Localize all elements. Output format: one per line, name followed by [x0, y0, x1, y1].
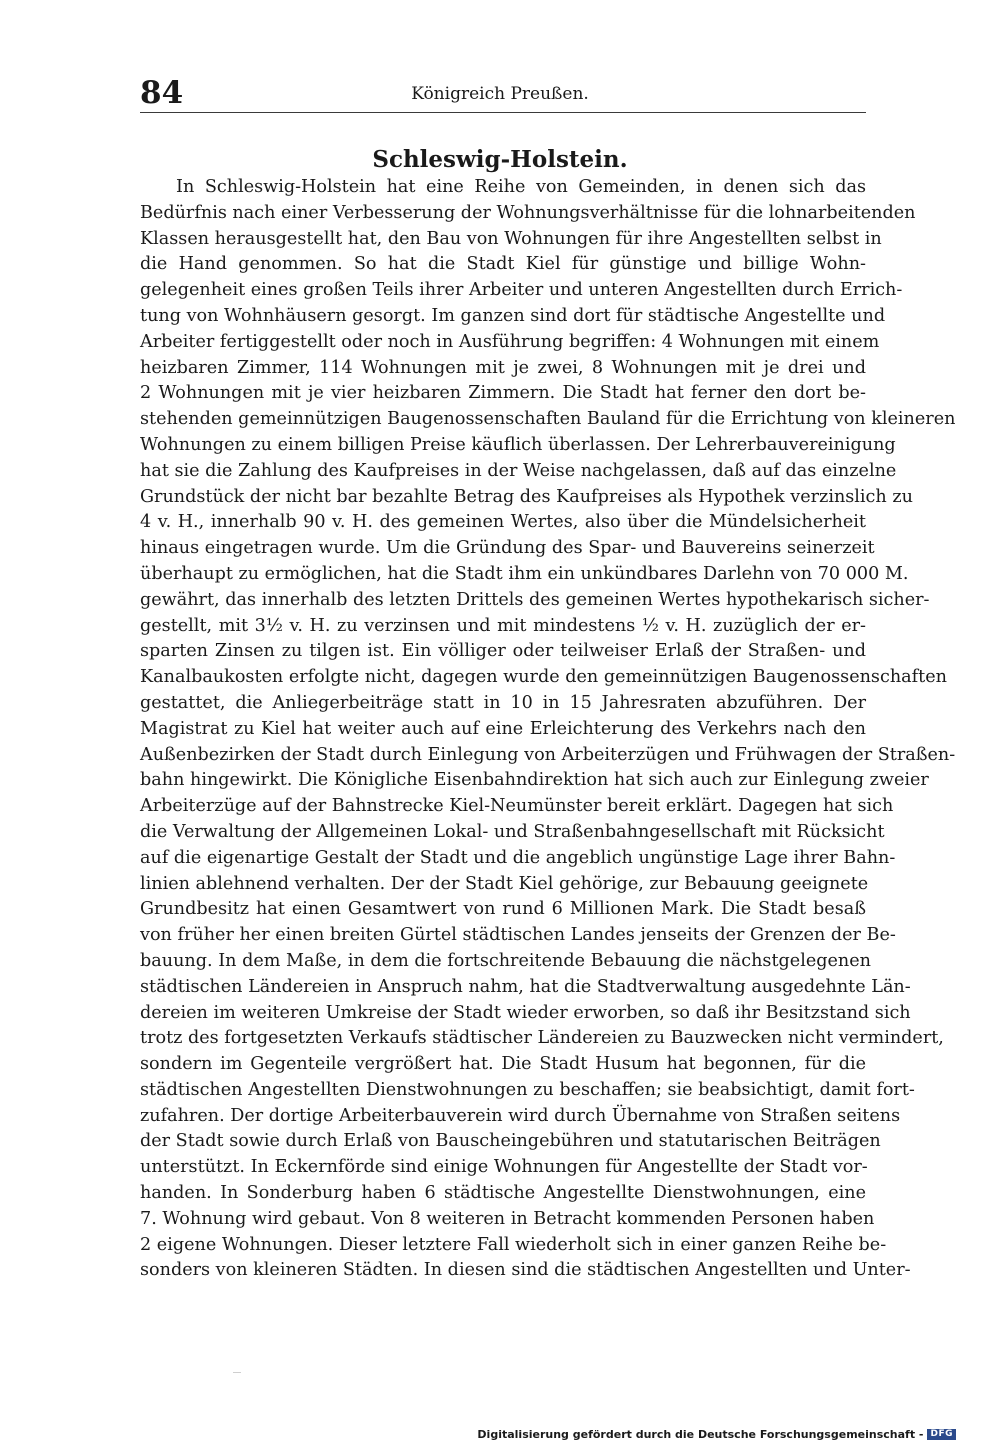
text-line: gestattet, die Anliegerbeiträge statt in 10 in 15 Jahresraten abzuführen. Der [140, 692, 866, 713]
text-line: tung von Wohnhäusern gesorgt. Im ganzen sind dort für städtische Angestellte und [140, 305, 886, 326]
running-header [0, 86, 1000, 103]
text-line: Bedürfnis nach einer Verbesserung der Wohnungsverhältnisse für die lohnarbeitenden [140, 202, 916, 223]
text-line: Arbeiter fertiggestellt oder noch in Ausführung begriffen: 4 Wohnungen mit einem [140, 331, 880, 352]
text-line: 2 eigene Wohnungen. Dieser letztere Fall wiederholt sich in einer ganzen Reihe be- [140, 1234, 887, 1255]
text-line: hat sie die Zahlung des Kaufpreises in der Weise nachgelassen, daß auf das einzelne [140, 460, 897, 481]
text-line: der Stadt sowie durch Erlaß von Bauscheingebühren und statutarischen Beiträgen [140, 1131, 881, 1152]
text-line: 4 v. H., innerhalb 90 v. H. des gemeinen Wertes, also über die Mündelsicherheit [140, 512, 866, 533]
header-rule [140, 112, 866, 113]
text-line: bahn hingewirkt. Die Königliche Eisenbahndirektion hat sich auch zur Einlegung zweier [140, 770, 929, 791]
text-line: Grundbesitz hat einen Gesamtwert von rund 6 Millionen Mark. Die Stadt besaß [140, 899, 866, 920]
text-line: Wohnungen zu einem billigen Preise käuflich überlassen. Der Lehrerbauvereinigung [140, 434, 896, 455]
text-line: Grundstück der nicht bar bezahlte Betrag des Kaufpreises als Hypothek verzinslich zu [140, 486, 913, 507]
text-line: sparten Zinsen zu tilgen ist. Ein völliger oder teilweiser Erlaß der Straßen- und [140, 641, 866, 662]
text-line: trotz des fortgesetzten Verkaufs städtischer Ländereien zu Bauzwecken nicht vermindert, [140, 1028, 944, 1049]
body-text [140, 175, 956, 1284]
text-line: stehenden gemeinnützigen Baugenossenschaften Bauland für die Errichtung von kleineren [140, 409, 956, 430]
text-line: linien ablehnend verhalten. Der der Stadt Kiel gehörige, zur Bebauung geeignete [140, 873, 869, 894]
text-line: Arbeiterzüge auf der Bahnstrecke Kiel-Neumünster bereit erklärt. Dagegen hat sich [140, 796, 894, 817]
text-line: sonders von kleineren Städten. In diesen sind die städtischen Angestellten und Unter- [140, 1260, 911, 1281]
text-line: von früher her einen breiten Gürtel städtischen Landes jenseits der Grenzen der Be- [140, 925, 896, 946]
text-line: hinaus eingetragen wurde. Um die Gründung des Spar- und Bauvereins seinerzeit [140, 538, 875, 559]
text-line: Magistrat zu Kiel hat weiter auch auf eine Erleichterung des Verkehrs nach den [140, 718, 866, 739]
footer-credit-text: Digitalisierung gefördert durch die Deutsche Forschungsgemeinschaft - [477, 1428, 924, 1441]
text-line: dereien im weiteren Umkreise der Stadt wieder erworben, so daß ihr Besitzstand sich [140, 1002, 911, 1023]
text-line: gelegenheit eines großen Teils ihrer Arbeiter und unteren Angestellten durch Errich- [140, 280, 903, 301]
text-line: Kanalbaukosten erfolgte nicht, dagegen wurde den gemeinnützigen Baugenossenschaften [140, 667, 947, 688]
text-line: Klassen herausgestellt hat, den Bau von Wohnungen für ihre Angestellten selbst in [140, 228, 882, 249]
text-line: die Hand genommen. So hat die Stadt Kiel für günstige und billige Wohn- [140, 254, 866, 275]
running-header-title: Königreich Preußen. [411, 84, 589, 104]
text-line: sondern im Gegenteile vergrößert hat. Die Stadt Husum hat begonnen, für die [140, 1054, 866, 1075]
text-line: unterstützt. In Eckernförde sind einige Wohnungen für Angestellte der Stadt vor- [140, 1157, 868, 1178]
text-line: überhaupt zu ermöglichen, hat die Stadt ihm ein unkündbares Darlehn von 70 000 M. [140, 563, 909, 584]
text-line: handen. In Sonderburg haben 6 städtische Angestellte Dienstwohnungen, eine [140, 1183, 866, 1204]
footer-credit [477, 1429, 956, 1440]
text-line: Außenbezirken der Stadt durch Einlegung von Arbeiterzügen und Frühwagen der Straßen- [140, 744, 956, 765]
text-line: gewährt, das innerhalb des letzten Drittels des gemeinen Wertes hypothekarisch sicher- [140, 589, 930, 610]
text-line: auf die eigenartige Gestalt der Stadt und die angeblich ungünstige Lage ihrer Bahn- [140, 847, 896, 868]
page-number: 84 [140, 75, 184, 111]
text-line: 7. Wohnung wird gebaut. Von 8 weiteren in Betracht kommenden Personen haben [140, 1208, 875, 1229]
scan-mark [233, 1372, 241, 1373]
dfg-logo: DFG [927, 1429, 956, 1440]
text-line: heizbaren Zimmer, 114 Wohnungen mit je zwei, 8 Wohnungen mit je drei und [140, 357, 866, 378]
text-line: gestellt, mit 3½ v. H. zu verzinsen und mit mindestens ½ v. H. zuzüglich der er- [140, 615, 866, 636]
text-line: städtischen Ländereien in Anspruch nahm, hat die Stadtverwaltung ausgedehnte Län- [140, 976, 911, 997]
text-line: zufahren. Der dortige Arbeiterbauverein wird durch Übernahme von Straßen seitens [140, 1105, 901, 1126]
text-line: städtischen Angestellten Dienstwohnungen zu beschaffen; sie beabsichtigt, damit fort- [140, 1079, 915, 1100]
text-line: 2 Wohnungen mit je vier heizbaren Zimmern. Die Stadt hat ferner den dort be- [140, 383, 866, 404]
section-title: Schleswig-Holstein. [372, 146, 628, 173]
text-line: bauung. In dem Maße, in dem die fortschreitende Bebauung die nächstgelegenen [140, 950, 871, 971]
text-line: die Verwaltung der Allgemeinen Lokal- und Straßenbahngesellschaft mit Rücksicht [140, 821, 885, 842]
text-line: In Schleswig-Holstein hat eine Reihe von Gemeinden, in denen sich das [176, 177, 866, 197]
